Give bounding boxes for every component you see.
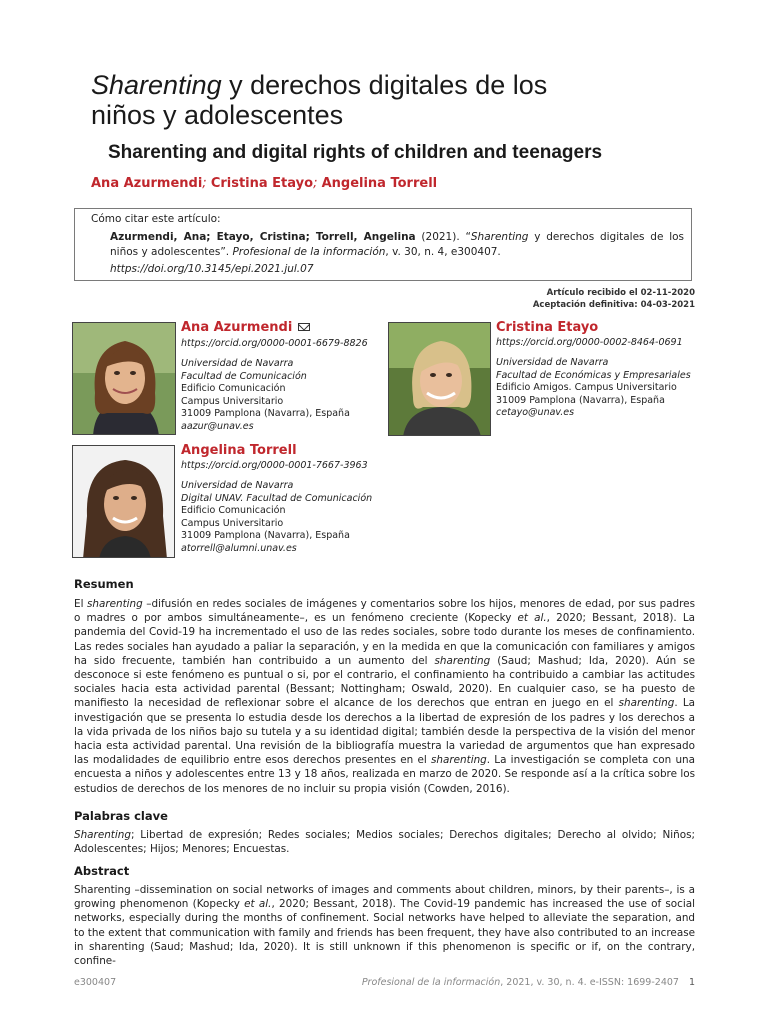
received-date: Artículo recibido el 02-11-2020	[546, 288, 695, 298]
author-link-1[interactable]: Ana Azurmendi	[91, 176, 203, 191]
author-photo-torrell	[72, 445, 175, 558]
article-dates	[533, 287, 695, 311]
author-photo-azurmendi	[72, 322, 176, 435]
portrait-1	[73, 323, 176, 435]
citation-heading: Cómo citar este artículo:	[91, 213, 221, 225]
author-name: Ana Azurmendi	[181, 320, 293, 335]
citation-journal: Profesional de la información	[232, 246, 386, 258]
author-info-azurmendi: Ana Azurmendi https://orcid.org/0000-0001-6679-8826 Universidad de Navarra Facultad de Comunicación Edificio Comunicación Campus Universitario 31009 Pamplona (Navarra), España aazur@unav.es	[181, 320, 368, 432]
mail-icon[interactable]	[298, 323, 310, 331]
resumen-text: El sharenting –difusión en redes sociales de imágenes y comentarios sobre los hijos, menores de edad, por sus padres o madres o por ambos simultáneamente–, es un fenómeno creciente (Kopecky et al., 2020; Bessant, 2018). La pandemia del Covid-19 ha incrementado el uso de las redes sociales, sobre todo durante los meses de confinamiento. Las redes sociales han ayudado a paliar la separación, y en la medida en que la comunicación con familiares y amigos ha sido frecuente, también han contribuido a un aumento del sharenting (Saud; Mashud; Ida, 2020). Aún se desconoce si este fenómeno es puntual o si, por el contrario, el confinamiento ha contribuido a cambiar las actitudes sociales hacia esta actividad parental (Bessant; Nottingham; Oswald, 2020). En cualquier caso, se ha puesto de manifiesto la necesidad de reflexionar sobre el alcance de los derechos que entran en juego en el sharenting. La investigación que se presenta lo estudia desde los derechos a la libertad de expresión de los padres y los derechos a la vida privada de los niños bajo su tutela y a su identidad digital; también desde la perspectiva de la visión del menor hacia esta actividad parental. Una revisión de la bibliografía muestra la variedad de argumentos que han expresado las modalidades de equilibrio entre esos derechos presentes en el sharenting. La investigación se completa con una encuesta a niños y adolescentes entre 13 y 18 años, realizada en marzo de 2020. Se responde así a la crítica sobre los estudios de derechos de los menores de no incluir su propia visión (Cowden, 2016).	[74, 598, 695, 795]
title-line2: niños y adolescentes	[91, 100, 344, 130]
author-link-2[interactable]: Cristina Etayo	[210, 176, 314, 191]
portrait-3	[73, 446, 175, 558]
keywords-heading: Palabras clave	[74, 809, 168, 823]
citation-doi[interactable]: https://doi.org/10.3145/epi.2021.jul.07	[110, 263, 314, 275]
author-link-3[interactable]: Angelina Torrell	[321, 176, 438, 191]
article-subtitle: Sharenting and digital rights of children and teenagers	[108, 142, 603, 163]
abstract-heading: Abstract	[74, 864, 130, 878]
email-link[interactable]: atorrell@alumni.unav.es	[181, 542, 297, 554]
author-info-torrell: Angelina Torrell https://orcid.org/0000-0001-7667-3963 Universidad de Navarra Digital UNAV. Facultad de Comunicación Edificio Comunicación Campus Universitario 31009 Pamplona (Navarra), España atorrell@alumni.unav.es	[181, 443, 373, 554]
footer-journal-info: Profesional de la información, 2021, v. 30, n. 4. e-ISSN: 1699-2407 1	[361, 977, 695, 988]
citation-box	[74, 208, 692, 281]
accepted-date: Aceptación definitiva: 04-03-2021	[532, 300, 695, 310]
keywords-text: Sharenting; Libertad de expresión; Redes sociales; Medios sociales; Derechos digitales; Derecho al olvido; Niños; Adolescentes; Hijos; Menores; Encuestas.	[74, 829, 695, 856]
title-italic: Sharenting	[91, 70, 222, 100]
portrait-2	[389, 323, 491, 436]
title-line1: y derechos digitales de los	[221, 70, 548, 100]
page-number: 1	[688, 977, 695, 988]
citation-body: Azurmendi, Ana; Etayo, Cristina; Torrell, Angelina (2021). “Sharenting y derechos digitales de los niños y adolescentes”. Profesional de la información, v. 30, n. 4, e300407.	[110, 231, 685, 258]
abstract-text: Sharenting –dissemination on social networks of images and comments about children, minors, by their parents–, is a growing phenomenon (Kopecky et al., 2020; Bessant, 2018). The Covid-19 pandemic has increased the use of social networks, especially during the months of confinement. Social networks have helped to alleviate the separation, and to the extent that communication with family and friends has been frequent, they have also contributed to an increase in sharenting (Saud; Mashud; Ida, 2020). It is still unknown if this phenomenon is specific or if, on the contrary, confine-	[74, 884, 696, 968]
article-title	[91, 70, 711, 130]
orcid-link[interactable]: https://orcid.org/0000-0001-6679-8826	[181, 337, 368, 349]
resumen-heading: Resumen	[74, 577, 134, 591]
footer-article-id: e300407	[74, 977, 117, 988]
orcid-link[interactable]: https://orcid.org/0000-0001-7667-3963	[181, 459, 368, 471]
email-link[interactable]: aazur@unav.es	[181, 420, 254, 432]
author-name: Angelina Torrell	[181, 443, 297, 458]
author-info-etayo: Cristina Etayo https://orcid.org/0000-0002-8464-0691 Universidad de Navarra Facultad de Económicas y Empresariales Edificio Amigos. Campus Universitario 31009 Pamplona (Navarra), España cetayo@unav.es	[496, 320, 691, 418]
authors-line: Ana Azurmendi; Cristina Etayo; Angelina Torrell	[91, 176, 438, 191]
citation-authors: Azurmendi, Ana; Etayo, Cristina; Torrell, Angelina	[110, 231, 416, 243]
author-name: Cristina Etayo	[496, 320, 599, 335]
orcid-link[interactable]: https://orcid.org/0000-0002-8464-0691	[496, 336, 683, 348]
email-link[interactable]: cetayo@unav.es	[496, 407, 575, 418]
author-photo-etayo	[388, 322, 491, 436]
